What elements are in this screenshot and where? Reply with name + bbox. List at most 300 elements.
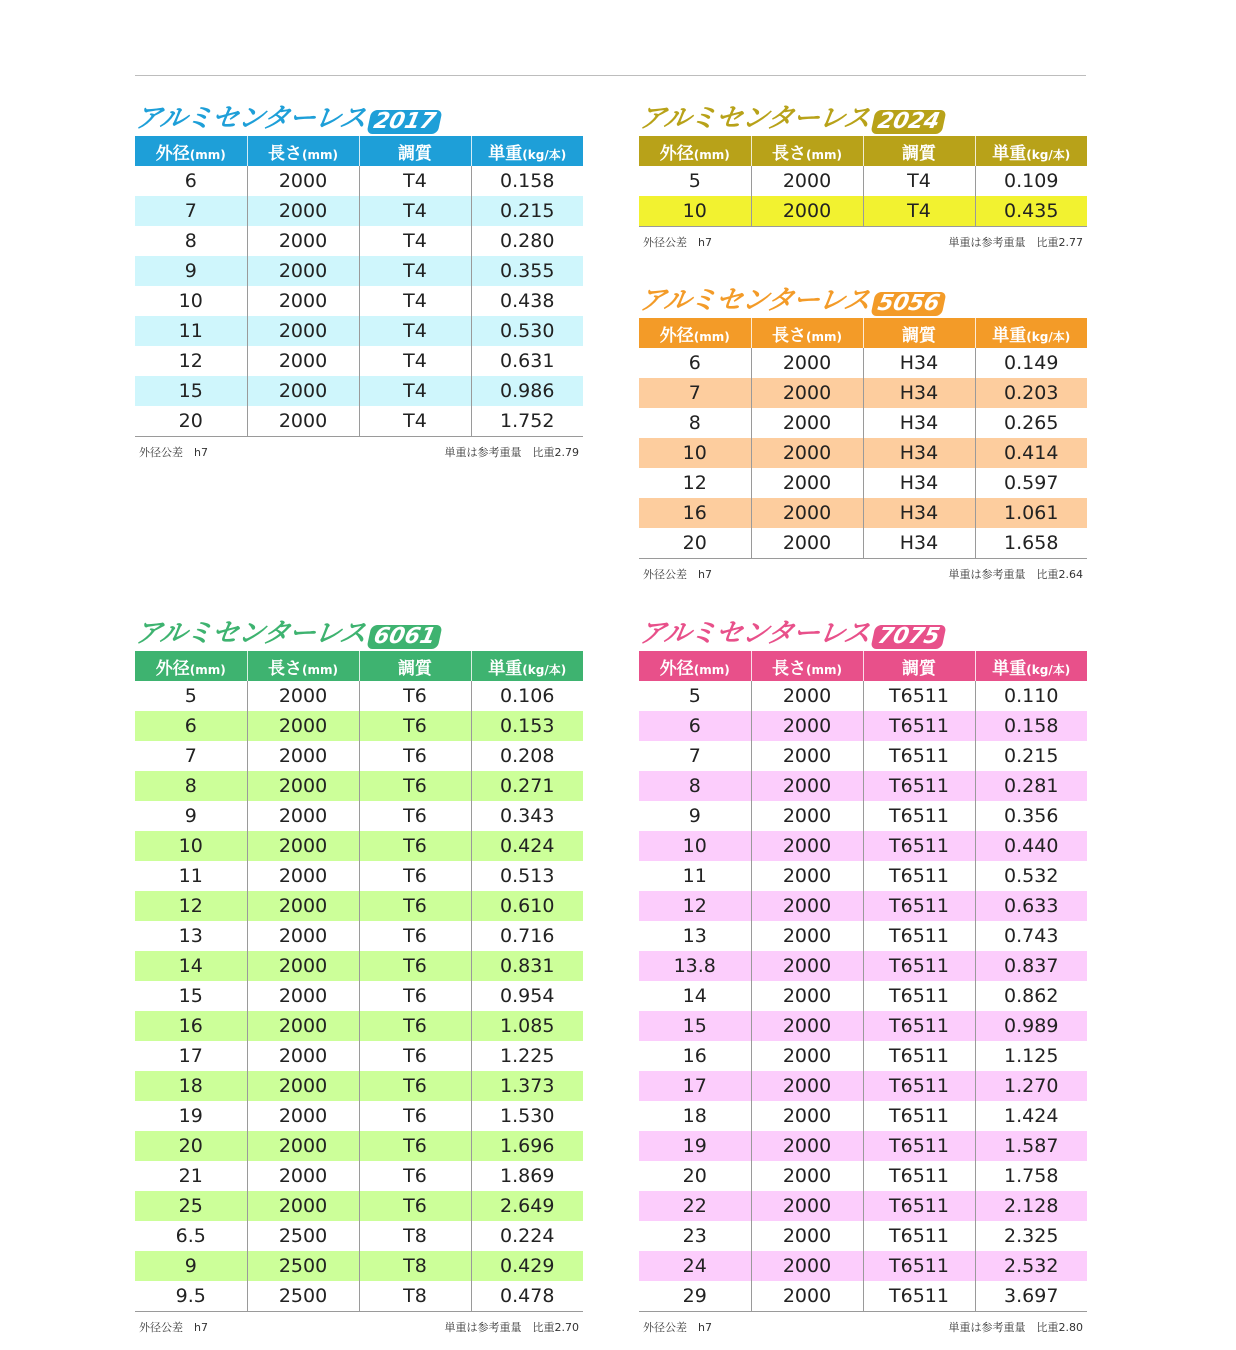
cell-temper: T6511 [863,681,975,711]
cell-length: 2000 [247,921,359,951]
cell-od: 7 [135,196,247,226]
cell-od: 20 [135,1131,247,1161]
cell-od: 9 [135,1251,247,1281]
header-od [639,318,751,348]
cell-weight: 0.271 [471,771,583,801]
cell-temper: T6511 [863,1221,975,1251]
cell-temper: H34 [863,438,975,468]
cell-temper: T6511 [863,891,975,921]
cell-length: 2000 [751,1101,863,1131]
cell-od: 7 [639,378,751,408]
cell-weight: 1.270 [975,1071,1087,1101]
cell-od: 12 [135,891,247,921]
table-footnote [639,559,1087,582]
table-row [135,286,583,316]
cell-weight: 0.532 [975,861,1087,891]
table-row [639,1161,1087,1191]
cell-temper: T6 [359,1041,471,1071]
header-weight-unit: (kg/本) [522,662,567,677]
table-row [639,981,1087,1011]
cell-temper: T6 [359,921,471,951]
table-row [135,1221,583,1251]
cell-length: 2000 [751,1221,863,1251]
header-od-label: 外径 [659,658,694,679]
tolerance-note: 外径公差 h7 [643,236,712,249]
header-od-unit: (mm) [189,662,226,677]
table-row [639,831,1087,861]
cell-length: 2000 [247,1041,359,1071]
cell-length: 2000 [247,1071,359,1101]
logo-grade: 2024 [870,110,946,134]
table-row [135,1011,583,1041]
cell-weight: 1.373 [471,1071,583,1101]
cell-weight: 0.355 [471,256,583,286]
cell-od: 9 [184,805,197,827]
table-footnote [135,437,583,460]
cell-od: 12 [639,891,751,921]
logo-grade: 7075 [870,625,946,649]
cell-length: 2000 [751,801,863,831]
cell-length: 2000 [247,1161,359,1191]
table-row [639,921,1087,951]
cell-weight: 0.597 [975,468,1087,498]
cell-weight: 0.280 [471,226,583,256]
product-logo [636,615,1087,649]
cell-length: 2000 [247,286,359,316]
table-row [135,196,583,226]
cell-od: 6 [184,170,197,192]
cell-od: 13 [178,925,203,947]
cell-length: 2000 [247,1131,359,1161]
cell-weight: 0.424 [471,831,583,861]
table-row [135,316,583,346]
table-row [639,1191,1087,1221]
product-logo [132,615,583,649]
table-row [135,711,583,741]
cell-temper: T4 [359,346,471,376]
cell-od: 19 [178,1105,203,1127]
cell-length: 2000 [247,711,359,741]
header-od-unit: (mm) [189,147,226,162]
cell-weight: 0.215 [975,741,1087,771]
cell-length: 2000 [751,438,863,468]
table-row [135,1281,583,1312]
cell-length: 2000 [247,376,359,406]
header-temper-label: 調質 [398,658,432,679]
weight-note: 単重は参考重量 比重2.79 [444,446,579,459]
cell-temper: T6 [359,1011,471,1041]
cell-weight: 3.697 [975,1281,1087,1312]
cell-od: 10 [178,290,203,312]
cell-temper: T6511 [863,1251,975,1281]
cell-length: 2000 [247,166,359,196]
cell-length: 2000 [247,831,359,861]
cell-temper: H34 [863,378,975,408]
cell-od: 8 [184,230,197,252]
header-temper [863,136,975,166]
cell-od: 6 [688,352,701,374]
cell-temper: T6511 [863,1011,975,1041]
cell-weight: 1.658 [975,528,1087,559]
cell-od: 13.8 [639,951,751,981]
cell-weight: 1.061 [975,498,1087,528]
cell-weight: 0.610 [471,891,583,921]
cell-length: 2000 [247,256,359,286]
spec-table [135,136,583,437]
cell-weight: 0.513 [471,861,583,891]
cell-temper: T6 [359,1191,471,1221]
logo-grade: 6061 [366,625,442,649]
cell-weight: 0.281 [975,771,1087,801]
cell-length: 2000 [751,681,863,711]
table-row [639,741,1087,771]
logo-text: アルミセンターレス [132,618,368,649]
cell-length: 2500 [247,1221,359,1251]
cell-temper: T6 [359,1071,471,1101]
table-row [639,681,1087,711]
cell-weight: 0.203 [975,378,1087,408]
table-footnote [135,1312,583,1335]
logo-text: アルミセンターレス [636,103,872,134]
cell-length: 2000 [751,891,863,921]
cell-od: 13 [682,925,707,947]
cell-length: 2000 [751,166,863,196]
header-length [247,651,359,681]
cell-temper: T4 [359,226,471,256]
table-row [639,348,1087,378]
logo-grade: 2017 [366,110,442,134]
cell-length: 2000 [247,346,359,376]
cell-temper: T6511 [863,1041,975,1071]
header-weight [975,651,1087,681]
header-temper [359,136,471,166]
cell-weight: 0.110 [975,681,1087,711]
cell-weight: 0.208 [471,741,583,771]
table-row [135,406,583,437]
cell-length: 2000 [247,741,359,771]
table-row [135,1251,583,1281]
table-row [639,1071,1087,1101]
table-row [135,166,583,196]
cell-temper: T4 [359,196,471,226]
cell-length: 2000 [751,741,863,771]
cell-length: 2000 [751,1131,863,1161]
cell-length: 2500 [247,1251,359,1281]
product-logo [132,100,583,134]
table-row [135,741,583,771]
block-2017 [132,100,583,460]
cell-od: 16 [682,1045,707,1067]
header-temper [359,651,471,681]
cell-temper: T4 [359,316,471,346]
header-row [639,651,1087,681]
cell-temper: T6 [359,741,471,771]
cell-length: 2000 [247,861,359,891]
logo-text: アルミセンターレス [132,103,368,134]
cell-weight: 0.149 [975,348,1087,378]
table-row [135,801,583,831]
cell-od: 23 [682,1225,707,1247]
tolerance-note: 外径公差 h7 [139,1321,208,1334]
table-row [135,891,583,921]
cell-length: 2000 [751,1191,863,1221]
cell-od: 21 [178,1165,203,1187]
cell-od: 7 [688,745,701,767]
cell-length: 2000 [247,981,359,1011]
cell-temper: T4 [863,196,975,227]
header-weight-label: 単重 [488,658,523,679]
cell-weight: 0.158 [471,166,583,196]
cell-temper: T6511 [863,1161,975,1191]
cell-weight: 0.743 [975,921,1087,951]
cell-temper: T6511 [863,1131,975,1161]
header-weight [975,318,1087,348]
header-length [751,318,863,348]
cell-weight: 0.215 [471,196,583,226]
cell-length: 2000 [751,348,863,378]
cell-od: 20 [639,528,751,559]
table-row [639,1101,1087,1131]
header-weight [471,651,583,681]
cell-length: 2000 [751,861,863,891]
spec-table [639,318,1087,559]
header-od-label: 外径 [659,143,694,164]
cell-od: 12 [682,472,707,494]
cell-temper: T8 [359,1281,471,1312]
header-od [135,651,247,681]
cell-weight: 0.435 [975,196,1087,227]
cell-length: 2000 [247,681,359,711]
cell-length: 2000 [751,1161,863,1191]
header-length-unit: (mm) [302,147,338,162]
table-row [639,196,1087,227]
weight-note: 単重は参考重量 比重2.80 [948,1321,1083,1334]
cell-temper: T6511 [863,861,975,891]
cell-temper: T6 [359,1161,471,1191]
header-row [639,318,1087,348]
cell-od: 29 [639,1281,751,1312]
tolerance-note: 外径公差 h7 [643,568,712,581]
cell-length: 2000 [751,468,863,498]
header-length-label: 長さ [772,658,806,679]
cell-weight: 0.837 [975,951,1087,981]
cell-od: 17 [639,1071,751,1101]
cell-length: 2000 [751,831,863,861]
cell-temper: T6 [359,681,471,711]
table-row [639,1131,1087,1161]
cell-weight: 0.429 [471,1251,583,1281]
cell-temper: T6 [359,1101,471,1131]
cell-weight: 1.125 [975,1041,1087,1071]
table-row [639,1281,1087,1312]
header-temper [863,318,975,348]
cell-weight: 0.440 [975,831,1087,861]
table-row [135,376,583,406]
table-row [639,1041,1087,1071]
header-length-label: 長さ [772,143,806,164]
cell-temper: T6511 [863,831,975,861]
table-footnote [639,1312,1087,1335]
cell-length: 2000 [751,408,863,438]
cell-weight: 0.716 [471,921,583,951]
cell-od: 6 [639,711,751,741]
table-row [639,378,1087,408]
header-temper [863,651,975,681]
header-row [135,136,583,166]
cell-length: 2000 [247,1011,359,1041]
cell-od: 15 [135,376,247,406]
table-row [639,1011,1087,1041]
header-length [751,651,863,681]
weight-note: 単重は参考重量 比重2.64 [948,568,1083,581]
cell-od: 10 [639,196,751,227]
header-length [751,136,863,166]
cell-od: 17 [178,1045,203,1067]
cell-length: 2000 [751,1041,863,1071]
cell-od: 6.5 [175,1225,206,1247]
cell-temper: T6511 [863,951,975,981]
cell-weight: 2.649 [471,1191,583,1221]
cell-weight: 0.158 [975,711,1087,741]
cell-od: 19 [639,1131,751,1161]
logo-text: アルミセンターレス [636,618,872,649]
cell-temper: T6 [359,831,471,861]
cell-temper: H34 [863,408,975,438]
header-od-unit: (mm) [693,662,730,677]
tolerance-note: 外径公差 h7 [643,1321,712,1334]
cell-length: 2000 [247,771,359,801]
cell-temper: T6 [359,951,471,981]
weight-note: 単重は参考重量 比重2.70 [444,1321,579,1334]
cell-od: 14 [135,951,247,981]
block-6061 [132,615,583,1335]
cell-weight: 0.986 [471,376,583,406]
cell-length: 2000 [751,1071,863,1101]
cell-length: 2000 [751,1281,863,1312]
cell-weight: 0.989 [975,1011,1087,1041]
header-od-label: 外径 [659,325,694,346]
cell-temper: H34 [863,348,975,378]
header-weight [471,136,583,166]
cell-temper: T6511 [863,1281,975,1312]
header-temper-label: 調質 [902,325,936,346]
cell-od: 9.5 [135,1281,247,1312]
header-length-unit: (mm) [302,662,338,677]
header-length-unit: (mm) [806,147,842,162]
header-temper-label: 調質 [902,658,936,679]
table-row [639,861,1087,891]
cell-temper: T6511 [863,1191,975,1221]
cell-weight: 0.478 [471,1281,583,1312]
cell-od: 20 [135,406,247,437]
logo-grade: 5056 [870,292,946,316]
cell-length: 2000 [247,406,359,437]
cell-od: 18 [682,1105,707,1127]
cell-length: 2000 [247,226,359,256]
cell-od: 8 [688,412,701,434]
table-row [639,891,1087,921]
header-row [639,136,1087,166]
header-length-label: 長さ [268,143,302,164]
cell-weight: 0.153 [471,711,583,741]
header-od-label: 外径 [155,658,190,679]
cell-od: 5 [184,685,197,707]
table-row [639,408,1087,438]
header-od [639,651,751,681]
header-temper-label: 調質 [398,143,432,164]
cell-weight: 1.752 [471,406,583,437]
header-weight-label: 単重 [992,658,1027,679]
cell-od: 8 [639,771,751,801]
header-length [247,136,359,166]
cell-od: 6 [135,711,247,741]
cell-od: 15 [639,1011,751,1041]
cell-weight: 0.831 [471,951,583,981]
header-weight-unit: (kg/本) [1026,329,1071,344]
table-footnote [639,227,1087,250]
cell-weight: 1.085 [471,1011,583,1041]
cell-od: 10 [135,831,247,861]
cell-temper: T4 [359,166,471,196]
table-row [639,166,1087,196]
cell-od: 10 [639,438,751,468]
cell-od: 9 [135,256,247,286]
header-weight-label: 単重 [488,143,523,164]
cell-length: 2000 [751,498,863,528]
header-row [135,651,583,681]
cell-weight: 0.356 [975,801,1087,831]
header-weight-label: 単重 [992,143,1027,164]
cell-length: 2000 [247,316,359,346]
cell-od: 24 [639,1251,751,1281]
cell-length: 2000 [751,196,863,227]
weight-note: 単重は参考重量 比重2.77 [948,236,1083,249]
cell-temper: H34 [863,498,975,528]
table-row [135,1191,583,1221]
cell-temper: T6 [359,801,471,831]
table-row [135,1131,583,1161]
cell-od: 5 [688,685,701,707]
table-row [135,981,583,1011]
cell-temper: T4 [359,406,471,437]
table-row [135,831,583,861]
table-row [639,771,1087,801]
cell-od: 7 [184,745,197,767]
cell-od: 9 [688,805,701,827]
cell-temper: T6511 [863,771,975,801]
header-weight-unit: (kg/本) [1026,147,1071,162]
header-length-unit: (mm) [806,329,842,344]
table-row [135,226,583,256]
cell-length: 2000 [247,951,359,981]
table-row [135,771,583,801]
table-row [135,1101,583,1131]
table-row [135,1041,583,1071]
cell-length: 2000 [247,1191,359,1221]
header-weight-unit: (kg/本) [1026,662,1071,677]
cell-temper: T8 [359,1221,471,1251]
cell-weight: 0.438 [471,286,583,316]
table-row [135,861,583,891]
header-od-unit: (mm) [693,147,730,162]
cell-temper: T6511 [863,801,975,831]
cell-length: 2000 [751,771,863,801]
cell-weight: 2.128 [975,1191,1087,1221]
cell-od: 16 [135,1011,247,1041]
table-row [639,711,1087,741]
spec-table [135,651,583,1312]
product-logo [636,100,1087,134]
